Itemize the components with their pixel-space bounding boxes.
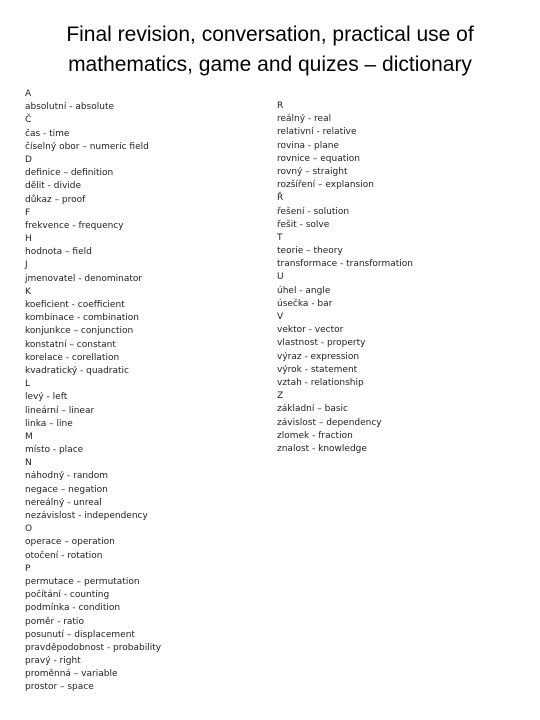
dictionary-entry: pravděpodobnost - probability bbox=[25, 642, 162, 653]
dictionary-entry: korelace - corellation bbox=[25, 352, 120, 363]
dictionary-entry: hodnota – field bbox=[25, 247, 92, 258]
letter-heading: P bbox=[25, 563, 31, 574]
letter-heading: R bbox=[277, 101, 284, 111]
dictionary-entry: čas - time bbox=[25, 128, 70, 139]
dictionary-entry: prostor – space bbox=[25, 682, 94, 693]
letter-heading: U bbox=[277, 272, 284, 283]
dictionary-entry: počítání - counting bbox=[25, 590, 110, 601]
dictionary-entry: konstatní – constant bbox=[25, 339, 116, 350]
dictionary-entry: rovina - plane bbox=[277, 140, 339, 151]
letter-heading: Č bbox=[25, 115, 32, 126]
dictionary-entry: nereálný - unreal bbox=[25, 497, 102, 508]
dictionary-entry: negace – negation bbox=[25, 484, 108, 495]
dictionary-entry: místo - place bbox=[25, 445, 84, 456]
dictionary-column-left bbox=[25, 88, 161, 695]
letter-heading: J bbox=[25, 260, 28, 271]
dictionary-entry: jmenovatel - denominator bbox=[25, 273, 143, 284]
dictionary-entry: pravý - right bbox=[25, 656, 81, 667]
dictionary-entry: rozšíření – explansion bbox=[277, 180, 374, 191]
dictionary-entry: řešení - solution bbox=[277, 206, 350, 217]
dictionary-entry: posunutí – displacement bbox=[25, 629, 135, 640]
letter-heading: N bbox=[25, 458, 32, 469]
dictionary-entry: proměnná – variable bbox=[25, 669, 118, 680]
dictionary-entry: náhodný - random bbox=[25, 471, 109, 482]
title-line-1: Final revision, conversation, practical use of bbox=[66, 23, 474, 46]
dictionary-entry: otočení - rotation bbox=[25, 550, 103, 561]
letter-heading: H bbox=[25, 234, 32, 245]
dictionary-entry: výrok - statement bbox=[277, 364, 358, 375]
dictionary-entry: transformace - transformation bbox=[277, 259, 413, 270]
letter-heading: Ř bbox=[277, 193, 284, 204]
dictionary-entry: teorie – theory bbox=[277, 246, 343, 257]
dictionary-entry: konjunkce – conjunction bbox=[25, 326, 134, 337]
dictionary-entry: dělit - divide bbox=[25, 181, 82, 192]
dictionary-entry: kombinace - combination bbox=[25, 313, 139, 324]
dictionary-entry: číselný obor – numeric field bbox=[25, 141, 149, 152]
letter-heading: O bbox=[25, 524, 33, 535]
dictionary-entry: lineární – linear bbox=[25, 405, 95, 416]
dictionary-entry: kvadratický - quadratic bbox=[25, 365, 129, 376]
dictionary-entry: rovnice – equation bbox=[277, 153, 360, 164]
dictionary-entry: absolutní - absolute bbox=[25, 102, 115, 113]
dictionary-entry: základní – basic bbox=[277, 404, 348, 415]
dictionary-entry: operace – operation bbox=[25, 537, 115, 548]
dictionary-column-right bbox=[277, 100, 413, 456]
dictionary-entry: vlastnost - property bbox=[277, 338, 366, 349]
dictionary-entry: frekvence - frequency bbox=[25, 220, 124, 231]
dictionary-entry: koeficient - coefficient bbox=[25, 300, 125, 310]
letter-heading: A bbox=[25, 89, 32, 99]
dictionary-entry: závislost – dependency bbox=[277, 417, 382, 428]
title-line-2: mathematics, game and quizes – dictionary bbox=[68, 53, 472, 76]
letter-heading: L bbox=[25, 379, 31, 390]
letter-heading: T bbox=[277, 232, 283, 243]
dictionary-entry: reálný - real bbox=[277, 114, 332, 125]
letter-heading: F bbox=[25, 207, 31, 218]
dictionary-entry: důkaz – proof bbox=[25, 194, 86, 205]
document-title bbox=[0, 20, 540, 80]
dictionary-entry: vektor - vector bbox=[277, 325, 344, 336]
dictionary-entry: vztah - relationship bbox=[277, 377, 364, 388]
letter-heading: K bbox=[25, 286, 31, 297]
dictionary-entry: linka – line bbox=[25, 418, 73, 429]
dictionary-entry: definice – definition bbox=[25, 168, 114, 179]
dictionary-entry: nezávislost - independency bbox=[25, 511, 148, 521]
dictionary-entry: rovný – straight bbox=[277, 166, 348, 177]
letter-heading: V bbox=[277, 312, 284, 322]
dictionary-entry: znalost - knowledge bbox=[277, 443, 367, 454]
letter-heading: M bbox=[25, 431, 33, 442]
dictionary-entry: levý - left bbox=[25, 392, 68, 403]
dictionary-entry: výraz - expression bbox=[277, 351, 360, 362]
dictionary-entry: úhel - angle bbox=[277, 285, 331, 296]
dictionary-entry: permutace – permutation bbox=[25, 576, 140, 587]
letter-heading: Z bbox=[277, 391, 284, 402]
dictionary-entry: zlomek - fraction bbox=[277, 430, 353, 441]
dictionary-entry: poměr - ratio bbox=[25, 616, 84, 627]
dictionary-entry: podmínka - condition bbox=[25, 603, 121, 614]
dictionary-entry: relativní - relative bbox=[277, 127, 357, 138]
dictionary-entry: úsečka - bar bbox=[277, 298, 333, 309]
dictionary-entry: řešit - solve bbox=[277, 219, 330, 230]
letter-heading: D bbox=[25, 154, 32, 165]
